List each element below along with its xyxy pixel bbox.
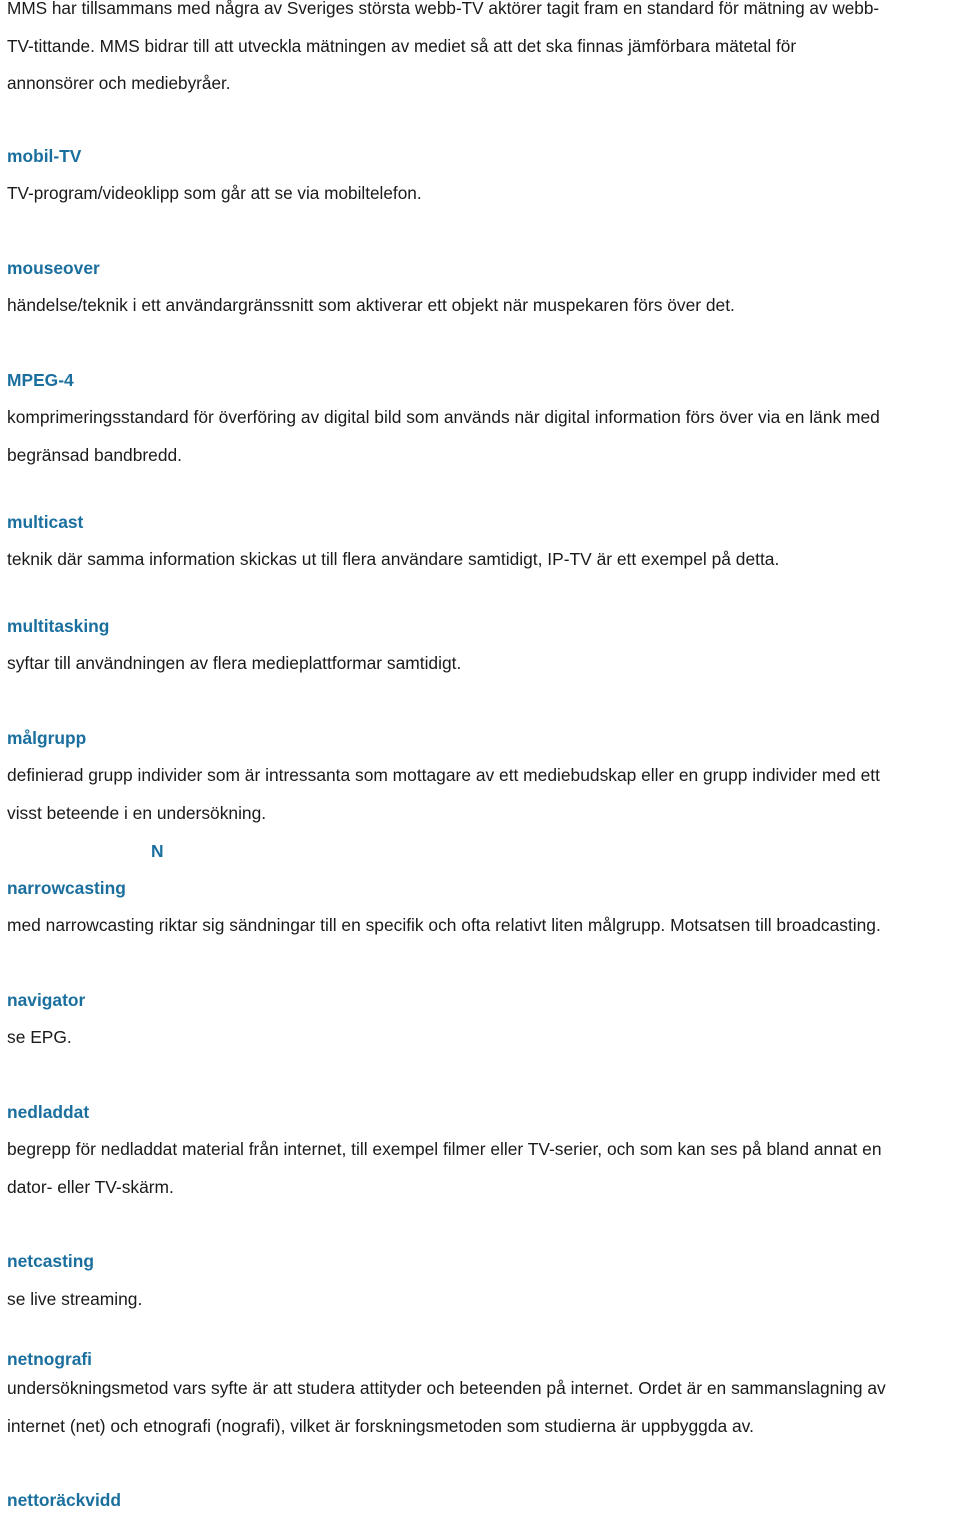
glossary-definition: [7, 907, 960, 945]
glossary-term: navigator: [7, 990, 86, 1010]
glossary-definition: [7, 399, 960, 474]
glossary-term: multicast: [7, 512, 84, 532]
definition-line: syftar till användningen av flera medieplattformar samtidigt.: [7, 653, 462, 673]
definition-line: teknik där samma information skickas ut till flera användare samtidigt, IP-TV är ett exempel på detta.: [7, 549, 780, 569]
definition-line: TV-program/videoklipp som går att se via mobiltelefon.: [7, 183, 422, 203]
glossary-term: målgrupp: [7, 728, 87, 748]
definition-line: komprimeringsstandard för överföring av digital bild som används när digital information förs över via en länk med: [7, 407, 880, 427]
glossary-definition: [7, 1370, 960, 1445]
glossary-definition: [7, 1019, 960, 1057]
intro-line: MMS har tillsammans med några av Sveriges största webb-TV aktörer tagit fram en standard för mätning av webb-: [7, 0, 880, 18]
definition-line: med narrowcasting riktar sig sändningar till en specifik och ofta relativt liten målgrupp. Motsatsen till broadcasting.: [7, 915, 881, 935]
glossary-definition: [7, 757, 960, 832]
glossary-definition: [7, 287, 960, 325]
glossary-term: MPEG-4: [7, 370, 74, 390]
section-letter: N: [151, 841, 164, 861]
glossary-term: netnografi: [7, 1349, 93, 1369]
definition-line: definierad grupp individer som är intressanta som mottagare av ett mediebudskap eller en grupp individer med ett: [7, 765, 880, 785]
glossary-definition: [7, 1281, 960, 1319]
intro-line: TV-tittande. MMS bidrar till att utveckla mätningen av mediet så att det ska finnas jämförbara mätetal för: [7, 35, 797, 56]
glossary-term: mobil-TV: [7, 146, 82, 166]
intro-line: annonsörer och mediebyråer.: [7, 73, 231, 93]
glossary-term: nedladdat: [7, 1102, 90, 1122]
definition-line: visst beteende i en undersökning.: [7, 802, 267, 823]
glossary-definition: [7, 175, 960, 213]
definition-line: begränsad bandbredd.: [7, 444, 183, 465]
definition-line: händelse/teknik i ett användargränssnitt som aktiverar ett objekt när muspekaren förs över det.: [7, 295, 735, 315]
glossary-term: multitasking: [7, 616, 110, 636]
glossary-definition: [7, 541, 960, 579]
glossary-term: mouseover: [7, 258, 100, 278]
glossary-term: narrowcasting: [7, 878, 126, 898]
definition-line: internet (net) och etnografi (nografi), vilket är forskningsmetoden som studierna är uppbyggda av.: [7, 1415, 754, 1436]
intro-paragraph: [7, 0, 960, 103]
definition-line: dator- eller TV-skärm.: [7, 1176, 174, 1197]
definition-line: undersökningsmetod vars syfte är att studera attityder och beteenden på internet. Ordet är en sammanslagning av: [7, 1378, 886, 1398]
glossary-term: netcasting: [7, 1251, 94, 1271]
glossary-definition: [7, 1131, 960, 1206]
definition-line: se EPG.: [7, 1027, 72, 1047]
definition-line: se live streaming.: [7, 1289, 143, 1309]
glossary-definition: [7, 645, 960, 683]
glossary-term: nettoräckvidd: [7, 1490, 122, 1510]
definition-line: begrepp för nedladdat material från internet, till exempel filmer eller TV-serier, och som kan ses på bland annat en: [7, 1139, 882, 1159]
